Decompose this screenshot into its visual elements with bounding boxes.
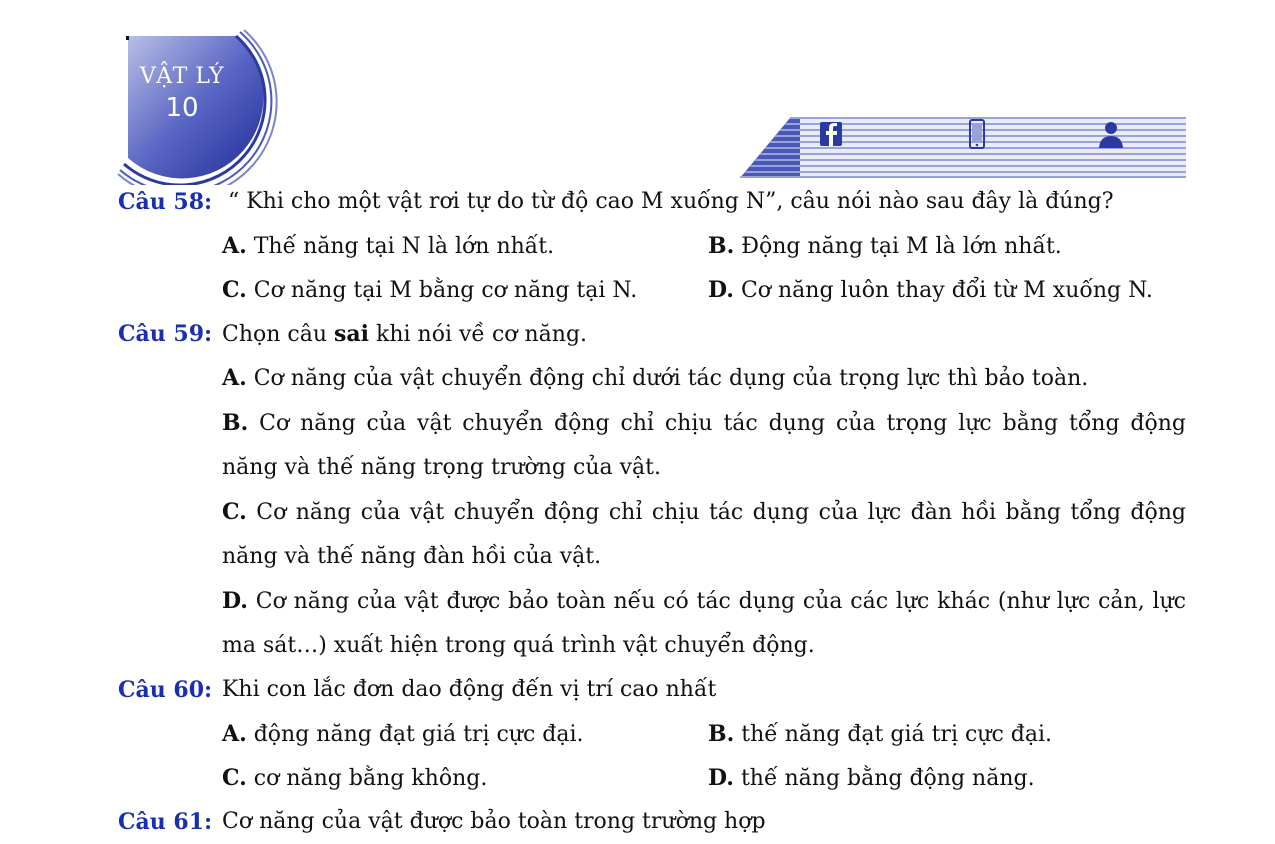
option-d[interactable]	[708, 756, 1035, 801]
question-61	[0, 800, 1275, 844]
option-text: Cơ năng của vật chuyển động chỉ chịu tác dụng của lực đàn hồi bằng tổng động năng và thế năng đàn hồi của vật.	[222, 500, 1186, 569]
option-text: Cơ năng luôn thay đổi từ M xuống N.	[733, 278, 1153, 303]
page-header	[0, 0, 1275, 185]
question-label: Câu 58:	[118, 189, 213, 215]
question-text-part: Chọn câu	[222, 322, 335, 347]
option-letter: B.	[708, 721, 735, 747]
option-text: Cơ năng của vật được bảo toàn nếu có tác dụng của các lực khác (như lực cản, lực ma sát…) xuất hiện trong quá trình vật chuyển động.	[222, 589, 1186, 658]
question-label: Câu 61:	[118, 809, 213, 835]
option-text: Cơ năng của vật chuyển động chỉ dưới tác dụng của trọng lực thì bảo toàn.	[246, 366, 1089, 391]
option-letter: C.	[222, 277, 247, 303]
question-59	[0, 312, 1275, 668]
option-letter: A.	[222, 233, 247, 259]
question-list	[0, 180, 1275, 844]
option-letter: C.	[222, 765, 247, 791]
option-text: Cơ năng tại M bằng cơ năng tại N.	[246, 278, 638, 303]
option-text: cơ năng bằng không.	[246, 766, 488, 791]
question-label: Câu 60:	[118, 677, 213, 703]
option-c[interactable]	[222, 756, 487, 801]
question-text: Cơ năng của vật được bảo toàn trong trường hợp	[222, 809, 766, 834]
option-c[interactable]	[222, 490, 1186, 579]
option-c[interactable]	[222, 268, 637, 313]
option-letter: D.	[222, 588, 248, 614]
option-letter: D.	[708, 277, 734, 303]
user-icon[interactable]	[1096, 118, 1126, 150]
badge-grade: 10	[165, 93, 199, 123]
question-text: “ Khi cho một vật rơi tự do từ độ cao M xuống N”, câu nói nào sau đây là đúng?	[228, 189, 1114, 214]
option-letter: B.	[708, 233, 735, 259]
option-text: Động năng tại M là lớn nhất.	[734, 234, 1062, 259]
option-d[interactable]	[222, 579, 1186, 668]
option-text: Thế năng tại N là lớn nhất.	[246, 234, 555, 259]
option-letter: D.	[708, 765, 734, 791]
option-b[interactable]	[222, 401, 1186, 490]
keyword-sai: sai	[334, 321, 370, 347]
facebook-icon[interactable]	[818, 118, 848, 150]
question-text	[222, 312, 587, 357]
option-text: động năng đạt giá trị cực đại.	[246, 722, 584, 747]
option-d[interactable]	[708, 268, 1153, 313]
option-letter: C.	[222, 499, 247, 525]
phone-icon[interactable]	[962, 118, 992, 150]
question-text: Khi con lắc đơn dao động đến vị trí cao nhất	[222, 677, 717, 702]
option-letter: B.	[222, 410, 249, 436]
question-text-part: khi nói về cơ năng.	[369, 322, 588, 347]
option-letter: A.	[222, 365, 247, 391]
option-letter: A.	[222, 721, 247, 747]
question-label: Câu 59:	[118, 321, 213, 347]
option-a[interactable]	[222, 224, 554, 269]
option-text: thế năng bằng động năng.	[733, 766, 1035, 791]
option-a[interactable]	[222, 712, 584, 757]
option-a[interactable]	[222, 356, 1186, 401]
option-text: thế năng đạt giá trị cực đại.	[734, 722, 1053, 747]
subject-badge	[130, 62, 234, 124]
question-60	[0, 668, 1275, 800]
badge-subject: VẬT LÝ	[139, 64, 225, 89]
option-b[interactable]	[708, 224, 1062, 269]
option-b[interactable]	[708, 712, 1052, 757]
question-58	[0, 180, 1275, 312]
option-text: Cơ năng của vật chuyển động chỉ chịu tác dụng của trọng lực bằng tổng động năng và thế năng trọng trường của vật.	[222, 411, 1186, 480]
